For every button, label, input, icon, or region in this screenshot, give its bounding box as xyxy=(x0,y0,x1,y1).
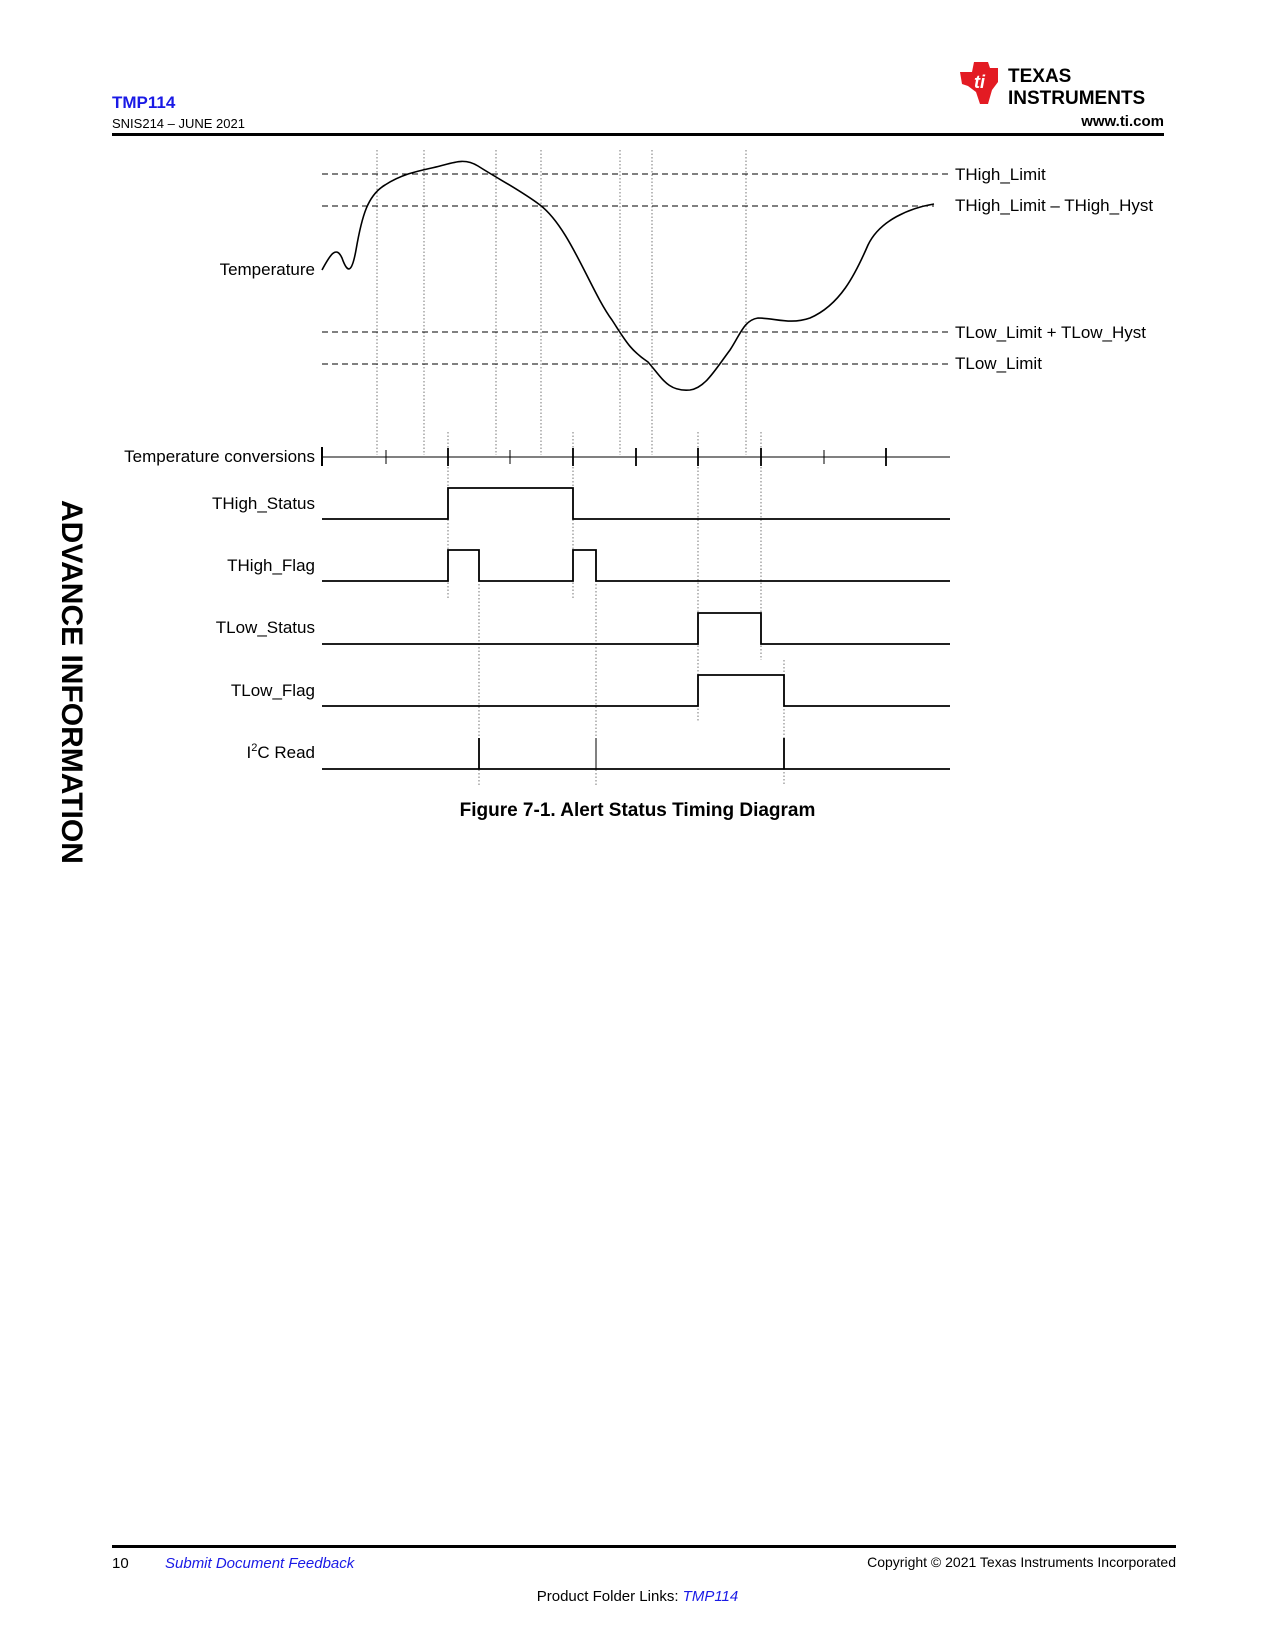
tlow-flag-waveform xyxy=(322,675,950,706)
threshold-lines xyxy=(322,174,948,364)
submit-feedback-link[interactable]: Submit Document Feedback xyxy=(165,1555,355,1572)
website-link[interactable]: www.ti.com xyxy=(1081,113,1164,130)
label-tlow-hyst: TLow_Limit + TLow_Hyst xyxy=(955,323,1147,342)
label-thigh-status: THigh_Status xyxy=(212,494,315,513)
label-thigh-limit: THigh_Limit xyxy=(955,165,1046,184)
document-number: SNIS214 – JUNE 2021 xyxy=(112,116,245,131)
tlow-status-waveform xyxy=(322,613,950,644)
svg-text:ti: ti xyxy=(974,72,985,92)
thigh-flag-waveform xyxy=(322,550,950,581)
thigh-status-waveform xyxy=(322,488,950,519)
guide-lines xyxy=(377,150,784,785)
logo-line-texas: TEXAS xyxy=(1008,66,1072,87)
label-thigh-hyst: THigh_Limit – THigh_Hyst xyxy=(955,196,1154,215)
label-temperature-conversions: Temperature conversions xyxy=(124,447,315,466)
folder-link-tmp114[interactable]: TMP114 xyxy=(682,1588,739,1605)
page-number: 10 xyxy=(112,1555,129,1572)
temperature-curve xyxy=(322,161,934,390)
product-folder-links xyxy=(0,1588,1275,1605)
side-banner-text: ADVANCE INFORMATION xyxy=(55,500,88,864)
label-i2c-read: $I^2C$ Read xyxy=(246,742,315,762)
label-tlow-flag: TLow_Flag xyxy=(230,681,315,700)
footer-divider xyxy=(112,1545,1176,1548)
document-title-link[interactable]: TMP114 xyxy=(112,93,176,112)
conversion-axis xyxy=(322,447,950,466)
folder-links-label: Product Folder Links: xyxy=(536,1588,683,1605)
logo-line-instruments: INSTRUMENTS xyxy=(1008,88,1146,109)
label-thigh-flag: THigh_Flag xyxy=(227,556,315,575)
copyright-notice: Copyright © 2021 Texas Instruments Incorporated xyxy=(867,1554,1176,1570)
figure-caption: Figure 7-1. Alert Status Timing Diagram xyxy=(459,800,816,821)
digital-waveforms xyxy=(322,488,950,769)
label-tlow-status: TLow_Status xyxy=(215,618,315,637)
label-tlow-limit: TLow_Limit xyxy=(955,354,1042,373)
label-temperature: Temperature xyxy=(219,260,315,279)
